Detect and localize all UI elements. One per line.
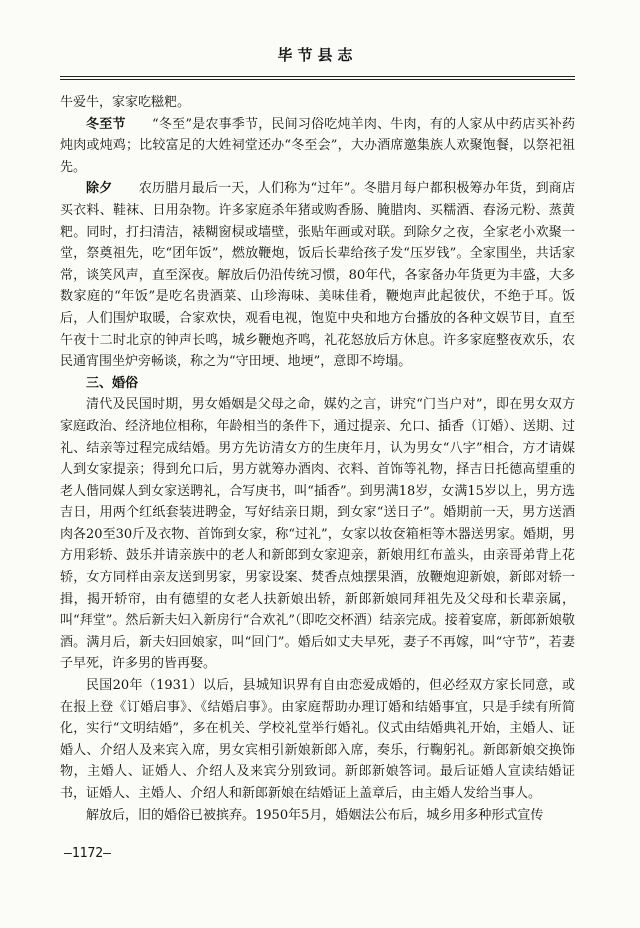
page-body [60, 92, 575, 826]
section-heading: 三、婚俗 [86, 375, 139, 391]
paragraph-dongzhi [60, 114, 575, 179]
paragraph-continued: 牛爱牛，家家吃糍粑。 [60, 95, 191, 110]
paragraph-marriage-liberation: 解放后，旧的婚俗已被摈弃。1950年5月，婚姻法公布后，城乡用多种形式宣传 [86, 807, 544, 823]
running-header: 毕节县志 [277, 46, 358, 64]
page-number: —1172— [64, 846, 111, 861]
paragraph-chuxi [60, 178, 575, 372]
paragraph-chuxi-text: 农历腊月最后一天，人们称为“过年”。冬腊月每户都积极筹办年货，到商店买衣料、鞋袜、日用杂物。许多家庭杀年猪或购香肠、腌腊肉、买糯酒、舂汤元粉、蒸黄粑。同时，打扫清洁，裱糊窗棂或墙壁，张贴年画或对联。到除夕之夜，全家老小欢聚一堂，祭奠祖先，吃“团年饭”，燃放鞭炮，饭后长辈给孩子发“压岁钱”。全家围坐，共话家常，谈笑风声，直至深夜。解放后仍沿传统习惯，80年代，各家备办年货更为丰盛，大多数家庭的“年饭”是吃名贵酒菜、山珍海味、美味佳肴，鞭炮声此起彼伏，不绝于耳。饭后，人们围炉取暖，合家欢快，观看电视，饱览中央和地方台播放的各种文娱节目，直至午夜十二时北京的钟声长鸣，城乡鞭炮齐鸣，礼花怒放后方休息。许多家庭整夜欢乐，农民通宵围坐炉旁畅谈，称之为“守田埂、地埂”，意即不垮塌。 [60, 181, 575, 370]
paragraph-dongzhi-text: “冬至”是农事季节，民间习俗吃炖羊肉、牛肉，有的人家从中药店买补药炖肉或炖鸡；比较富足的大姓祠堂还办“冬至会”，大办酒席邀集族人欢聚饱餐，以祭祀祖先。 [60, 116, 575, 175]
header-rule-thick [60, 76, 575, 77]
header-rule-thin [60, 79, 575, 80]
paragraph-marriage-old: 清代及民国时期，男女婚姻是父母之命，媒妁之言，讲究“门当户对”，即在男女双方家庭政治、经济地位相称，年龄相当的条件下，通过提亲、允口、插香（订婚）、送期、过礼、结亲等过程完成结婚。男方先访清女方的生庚年月，认为男女“八字”相合，方才请媒人到女家提亲；得到允口后，男方就筹办酒肉、衣料、首饰等礼物，择吉日托德高望重的老人偕同媒人到女家送聘礼，合写庚书，叫“插香”。到男满18岁，女满15岁以上，男方选吉日，用两个红纸套装进聘金，写好结亲日期，到女家“送日子”。婚期前一天，男方送酒肉各20至30斤及衣物、首饰到女家，称“过礼”，女家以妆奁箱柜等木器送男家。婚期，男方用彩轿、鼓乐并请亲族中的老人和新郎到女家迎亲，新娘用红布盖头，由亲哥弟背上花轿，女方同样由亲友送到男家，男家设案、焚香点烛摆果酒，放鞭炮迎新娘，新郎对轿一揖，揭开轿帘，由有德望的女老人扶新娘出轿，新郎新娘同拜祖先及父母和长辈亲属，叫“拜堂”。然后新夫妇入新房行“合欢礼”（即吃交杯酒）结亲完成。接着宴席，新郎新娘敬酒。满月后，新夫妇回娘家，叫“回门”。婚后如丈夫早死，妻子不再嫁，叫“守节”，若妻子早死，许多男的皆再娶。 [60, 397, 575, 672]
term-dongzhi: 冬至节 [86, 116, 126, 132]
paragraph-marriage-republic: 民国20年（1931）以后，县城知识界有自由恋爱成婚的，但必经双方家长同意，或在报上登《订婚启事》、《结婚启事》。由家庭帮助办理订婚和结婚事宜，只是手续有所简化，实行“文明结婚”，多在机关、学校礼堂举行婚礼。仪式由结婚典礼开始，主婚人、证婚人、介绍人及来宾入席，男女宾相引新娘新郎入席，奏乐，行鞠躬礼。新郎新娘交换饰物，主婚人、证婚人、介绍人及来宾分别致词。新郎新娘答词。最后证婚人宣读结婚证书，证婚人、主婚人、介绍人和新郎新娘在结婚证上盖章后，由主婚人发给当事人。 [60, 678, 575, 801]
term-chuxi: 除夕 [86, 181, 113, 197]
